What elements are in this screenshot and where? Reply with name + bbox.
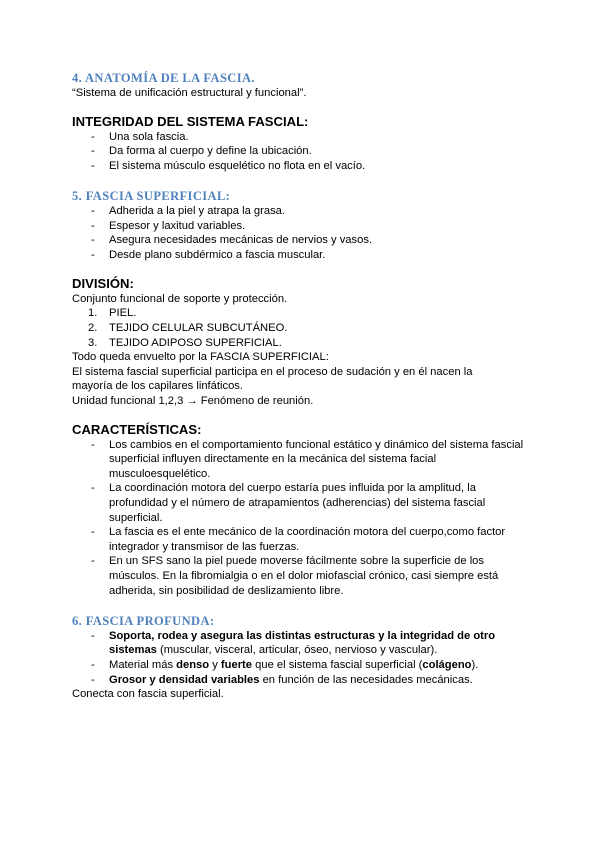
list-item: - Material más denso y fuerte que el sistema fascial superficial (colágeno). <box>91 658 479 671</box>
fascia-superficial-list <box>72 204 560 262</box>
list-item: - Adherida a la piel y atrapa la grasa. <box>91 205 286 218</box>
list-item: 1. PIEL. <box>88 307 137 320</box>
section-5-heading: 5. FASCIA SUPERFICIAL: <box>72 189 231 204</box>
division-heading: DIVISIÓN: <box>72 276 134 292</box>
list-item: 2. TEJIDO CELULAR SUBCUTÁNEO. <box>88 321 288 334</box>
division-line-2: El sistema fascial superficial participa en el proceso de sudación y en él nacen la mayoría de los capilares linfáticos. <box>72 365 473 393</box>
division-list <box>72 306 560 350</box>
section-4-quote: “Sistema de unificación estructural y funcional”. <box>72 87 307 99</box>
fascia-profunda-list <box>72 629 560 687</box>
list-item: - Espesor y laxitud variables. <box>91 219 246 232</box>
list-item: - El sistema músculo esquelético no flota en el vacío. <box>91 159 366 172</box>
division-intro: Conjunto funcional de soporte y protección. <box>72 292 288 305</box>
list-item: - Da forma al cuerpo y define la ubicación. <box>91 145 312 158</box>
list-item: - Grosor y densidad variables en función de las necesidades mecánicas. <box>91 673 473 686</box>
caracteristicas-heading: CARACTERÍSTICAS: <box>72 422 202 438</box>
list-item: 3. TEJIDO ADIPOSO SUPERFICIAL. <box>88 336 282 349</box>
division-line-3: Unidad funcional 1,2,3 → Fenómeno de reunión. <box>72 394 314 407</box>
integridad-heading: INTEGRIDAD DEL SISTEMA FASCIAL: <box>72 114 309 130</box>
integridad-list <box>72 130 560 174</box>
fascia-profunda-outro: Conecta con fascia superficial. <box>72 688 224 701</box>
list-item: - Soporta, rodea y asegura las distintas estructuras y la integridad de otro sistemas (muscular, visceral, articular, óseo, nervioso y vascular). <box>91 629 496 657</box>
list-item: - La fascia es el ente mecánico de la coordinación motora del cuerpo,como factor integrador y transmisor de las fuerzas. <box>91 526 506 553</box>
list-item: - En un SFS sano la piel puede moverse fácilmente sobre la superficie de los músculos. En la fibromialgia o en el dolor miofascial crónico, casi siempre está adherida, sin posibilidad de deslizamiento libre. <box>91 555 499 597</box>
division-line-1: Todo queda envuelto por la FASCIA SUPERFICIAL: <box>72 351 329 364</box>
list-item: - Asegura necesidades mecánicas de nervios y vasos. <box>91 234 373 247</box>
list-item: - Una sola fascia. <box>91 130 189 143</box>
list-item: - La coordinación motora del cuerpo estaría pues influida por la amplitud, la profundidad y el número de atrapamientos (adherencias) del sistema fascial superficial. <box>91 482 486 524</box>
section-4-heading: 4. ANATOMÍA DE LA FASCIA. <box>72 71 255 85</box>
caracteristicas-list <box>72 438 560 599</box>
section-6-heading: 6. FASCIA PROFUNDA: <box>72 613 215 628</box>
list-item: - Los cambios en el comportamiento funcional estático y dinámico del sistema fascial superficial influyen directamente en la mecánica del sistema facial musculoesquelético. <box>91 438 524 480</box>
list-item: - Desde plano subdérmico a fascia muscular. <box>91 248 326 261</box>
